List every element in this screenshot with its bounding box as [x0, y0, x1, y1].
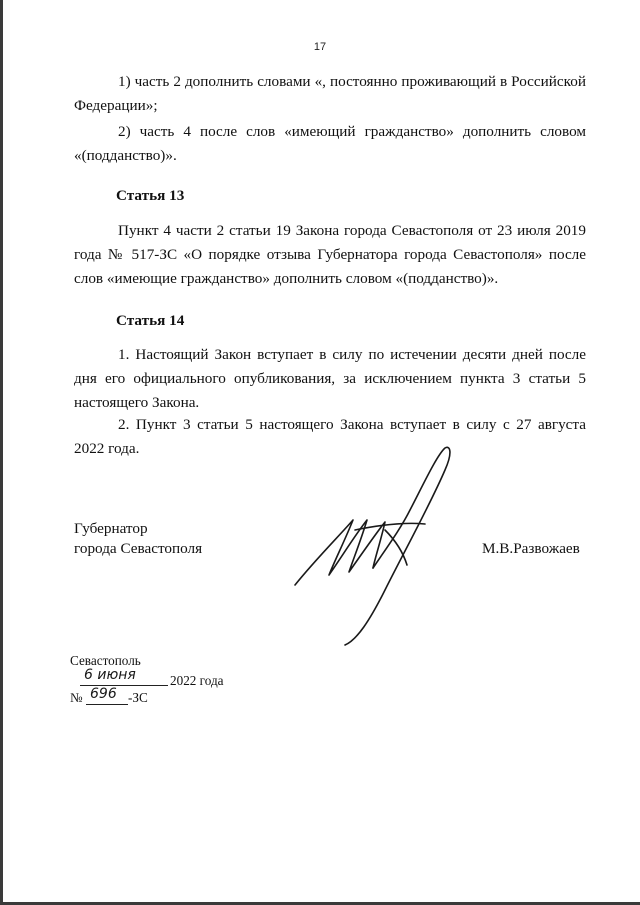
article-13-title: Статья 13 — [116, 187, 185, 204]
handwritten-signature — [285, 440, 485, 650]
year-text: 2022 года — [170, 673, 224, 688]
number-sign: № — [70, 690, 83, 705]
scan-border-left — [0, 0, 3, 905]
signer-position-line-1: Губернатор — [74, 520, 148, 537]
number-line — [70, 686, 230, 709]
signer-name: М.В.Развожаев — [482, 540, 580, 557]
signer-position — [74, 519, 202, 559]
city-label: Севастополь — [70, 653, 141, 668]
signer-position-line-2: города Севастополя — [74, 540, 203, 557]
handwritten-date: 6 июня — [84, 667, 136, 683]
article-13-text: Пункт 4 части 2 статьи 19 Закона города Севастополя от 23 июля 2019 года № 517-ЗС «О порядке отзыва Губернатора города Севастополя» после слов «имеющие гражданство» дополнить словом «(подданство)». — [74, 222, 586, 287]
number-suffix: -ЗС — [128, 690, 148, 705]
page-number: 17 — [313, 41, 327, 53]
handwritten-number: 696 — [90, 686, 117, 702]
article-14-paragraph-1: 1. Настоящий Закон вступает в силу по истечении десяти дней после дня его официального опубликования, за исключением пункта 3 статьи 5 настоящего Закона. — [74, 346, 586, 411]
item-1: 1) часть 2 дополнить словами «, постоянно проживающий в Российской Федерации»; — [74, 73, 586, 114]
article-14-paragraph-2: 2. Пункт 3 статьи 5 настоящего Закона вступает в силу с 27 августа 2022 года. — [74, 416, 586, 457]
article-14-title: Статья 14 — [116, 312, 185, 329]
item-2: 2) часть 4 после слов «имеющий гражданство» дополнить словом «(подданство)». — [74, 123, 586, 164]
